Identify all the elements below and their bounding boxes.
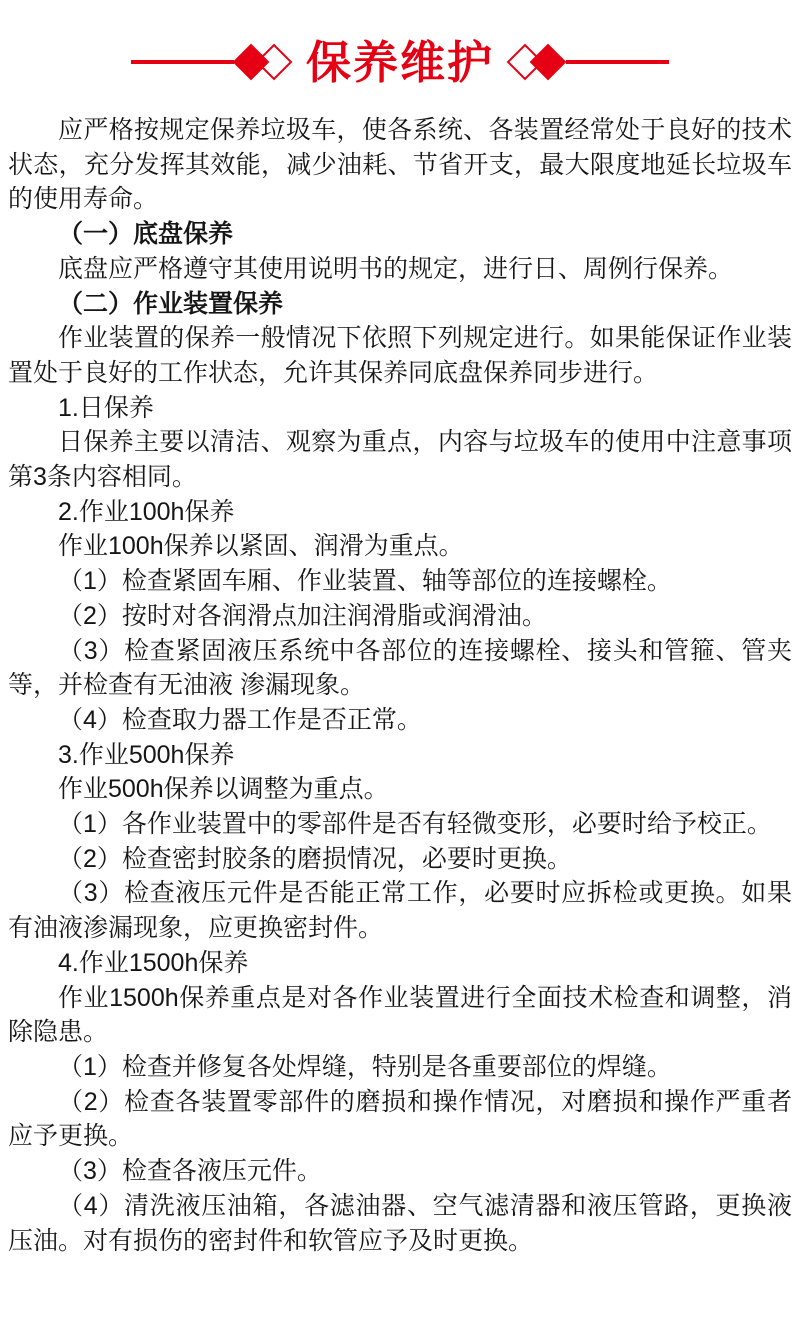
paragraph: （1）各作业装置中的零部件是否有轻微变形，必要时给予校正。 [58,810,772,839]
article-body [8,113,792,1258]
page-title: 保养维护 [305,36,494,88]
paragraph: （2）检查密封胶条的磨损情况，必要时更换。 [58,844,572,873]
paragraph: 3.作业500h保养 [58,740,235,769]
left-diamonds-icon [234,32,292,92]
document-page [0,30,800,1258]
section-header [0,30,800,94]
paragraph: 日保养主要以清洁、观察为重点，内容与垃圾车的使用中注意事项第3条内容相同。 [8,428,792,492]
paragraph: （3）检查液压元件是否能正常工作，必要时应拆检或更换。如果有油液渗漏现象，应更换密封件。 [8,879,792,943]
filled-diamond-icon [233,44,270,81]
paragraph: （1）检查紧固车厢、作业装置、轴等部位的连接螺栓。 [58,567,672,596]
paragraph: （2）检查各装置零部件的磨损和操作情况，对磨损和操作严重者应予更换。 [8,1087,792,1151]
paragraph: 底盘应严格遵守其使用说明书的规定，进行日、周例行保养。 [58,254,734,283]
paragraph: （3）检查紧固液压系统中各部位的连接螺栓、接头和管箍、管夹等，并检查有无油液 渗漏现象。 [8,636,792,700]
paragraph: （4）清洗液压油箱，各滤油器、空气滤清器和液压管路，更换液压油。对有损伤的密封件和软管应予及时更换。 [8,1191,792,1255]
paragraph: 应严格按规定保养垃圾车，使各系统、各装置经常处于良好的技术状态，充分发挥其效能，减少油耗、节省开支，最大限度地延长垃圾车的使用寿命。 [8,116,792,214]
section-heading: （二）作业装置保养 [58,289,284,318]
paragraph: 作业装置的保养一般情况下依照下列规定进行。如果能保证作业装置处于良好的工作状态，允许其保养同底盘保养同步进行。 [8,324,792,387]
paragraph: （2）按时对各润滑点加注润滑脂或润滑油。 [58,601,547,630]
right-diamonds-icon [508,32,566,92]
paragraph: （1）检查并修复各处焊缝，特别是各重要部位的焊缝。 [58,1052,672,1081]
paragraph: 2.作业100h保养 [58,497,235,526]
section-heading: （一）底盘保养 [58,220,234,249]
paragraph: （3）检查各液压元件。 [58,1157,322,1186]
left-rule-line [131,60,234,64]
right-rule-line [566,60,669,64]
paragraph: 1.日保养 [58,393,154,422]
paragraph: 4.作业1500h保养 [58,948,249,977]
paragraph: （4）检查取力器工作是否正常。 [58,705,422,734]
paragraph: 作业1500h保养重点是对各作业装置进行全面技术检查和调整，消除隐患。 [8,983,792,1047]
filled-diamond-icon [530,44,567,81]
paragraph: 作业500h保养以调整为重点。 [58,775,389,804]
paragraph: 作业100h保养以紧固、润滑为重点。 [58,532,464,561]
